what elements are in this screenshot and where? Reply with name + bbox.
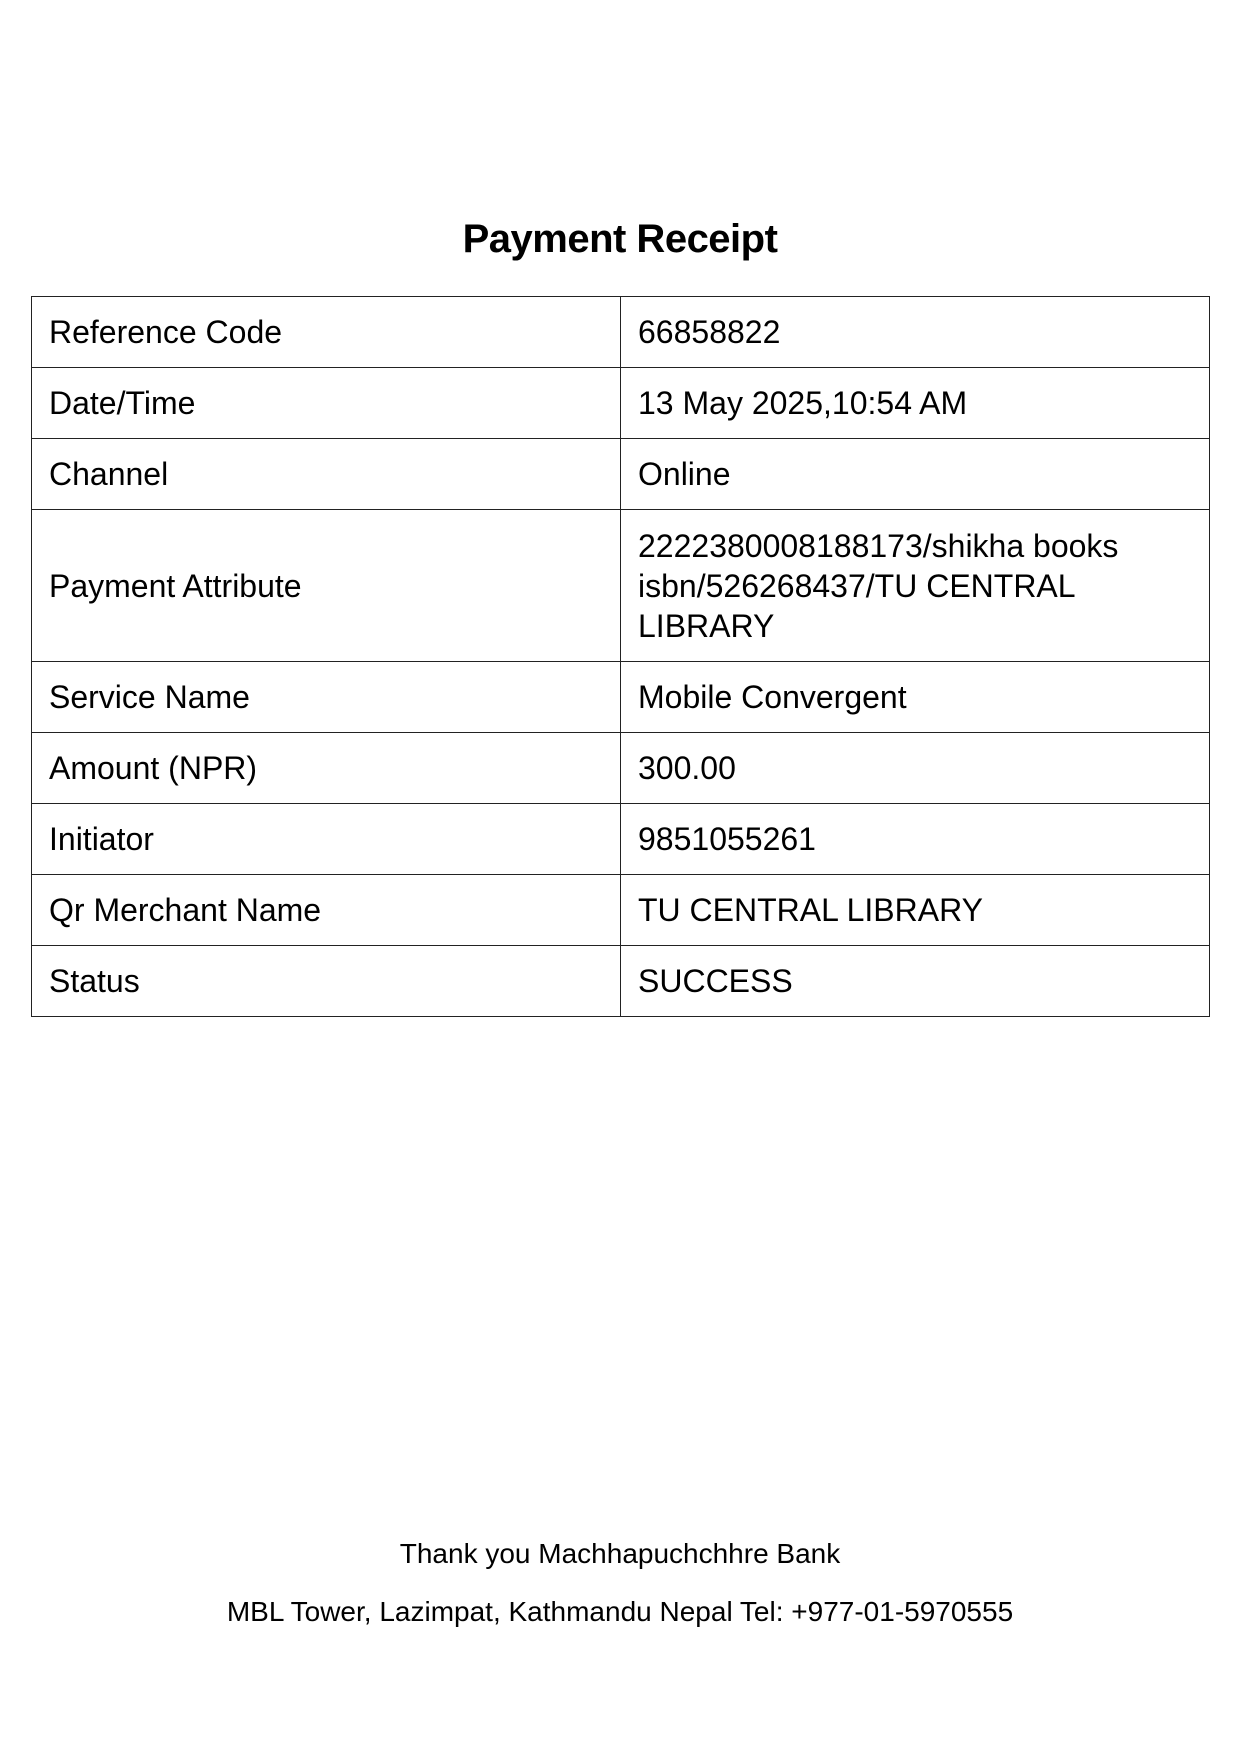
row-label: Channel — [32, 439, 621, 510]
table-row-reference-code — [32, 297, 1210, 368]
table-row-channel — [32, 439, 1210, 510]
row-value: Online — [621, 439, 1210, 510]
row-label: Qr Merchant Name — [32, 875, 621, 946]
footer-thanks: Thank you Machhapuchchhre Bank — [399, 1538, 841, 1569]
row-value: 2222380008188173/shikha books isbn/526268437/TU CENTRAL LIBRARY — [621, 510, 1210, 662]
row-value: 300.00 — [621, 733, 1210, 804]
receipt-table — [31, 296, 1210, 1017]
table-row-payment-attribute — [32, 510, 1210, 662]
row-value: SUCCESS — [621, 946, 1210, 1017]
page-title: Payment Receipt — [462, 217, 778, 261]
row-label: Status — [32, 946, 621, 1017]
row-label: Reference Code — [32, 297, 621, 368]
table-row-status — [32, 946, 1210, 1017]
row-value: 66858822 — [621, 297, 1210, 368]
row-label: Initiator — [32, 804, 621, 875]
row-label: Payment Attribute — [32, 510, 621, 662]
row-value: 9851055261 — [621, 804, 1210, 875]
table-row-qr-merchant-name — [32, 875, 1210, 946]
row-value: TU CENTRAL LIBRARY — [621, 875, 1210, 946]
table-row-initiator — [32, 804, 1210, 875]
table-row-date-time — [32, 368, 1210, 439]
row-value: Mobile Convergent — [621, 662, 1210, 733]
footer-address: MBL Tower, Lazimpat, Kathmandu Nepal Tel: +977-01-5970555 — [226, 1596, 1014, 1627]
table-row-service-name — [32, 662, 1210, 733]
row-label: Date/Time — [32, 368, 621, 439]
row-label: Service Name — [32, 662, 621, 733]
row-value: 13 May 2025,10:54 AM — [621, 368, 1210, 439]
table-row-amount — [32, 733, 1210, 804]
row-label: Amount (NPR) — [32, 733, 621, 804]
